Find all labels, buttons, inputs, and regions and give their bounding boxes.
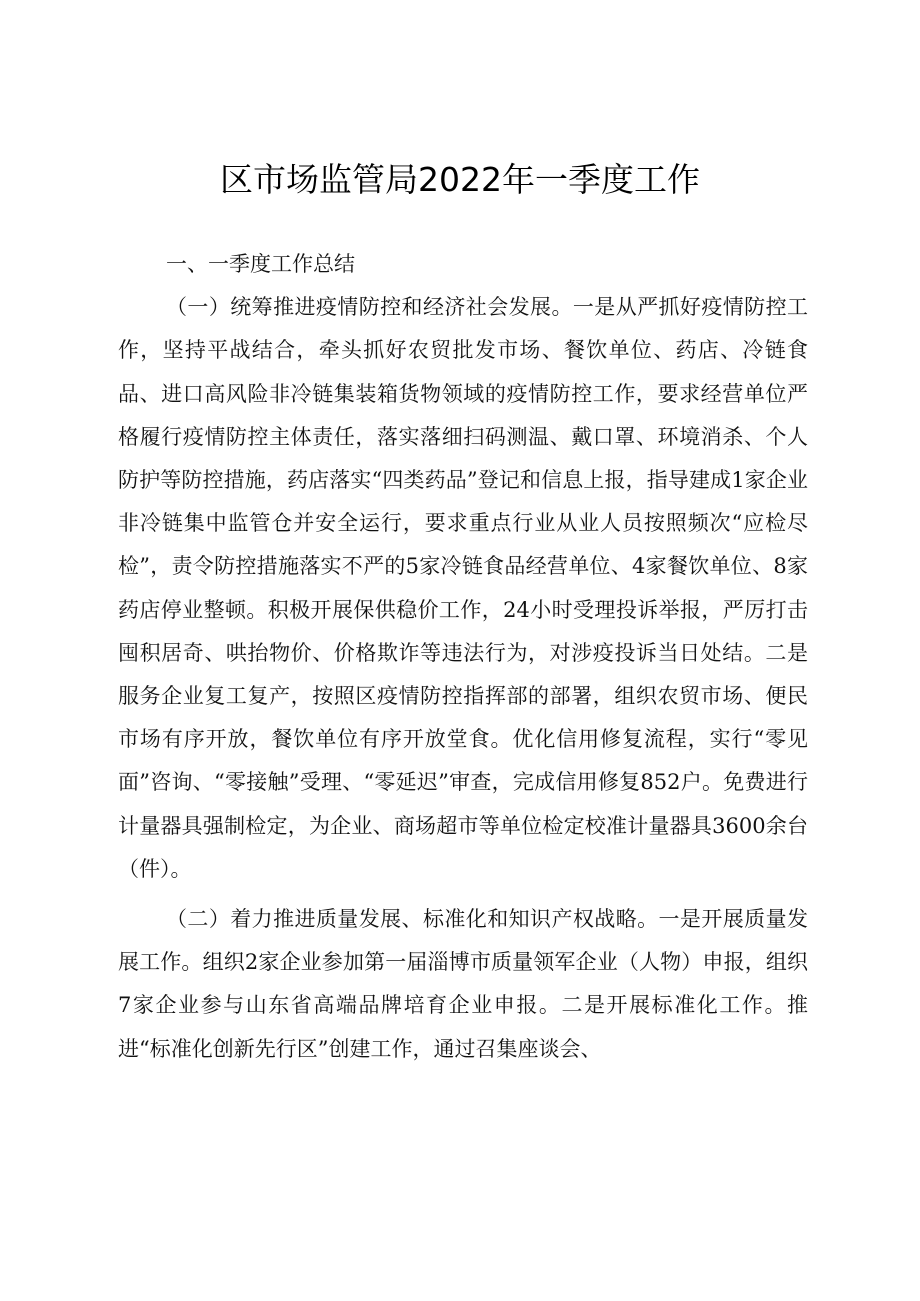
- paragraph-1: （一）统筹推进疫情防控和经济社会发展。一是从严抓好疫情防控工作，坚持平战结合，牵头抓好农贸批发市场、餐饮单位、药店、冷链食品、进口高风险非冷链集装箱货物领域的疫情防控工作，要求经营单位严格履行疫情防控主体责任，落实落细扫码测温、戴口罩、环境消杀、个人防护等防控措施，药店落实“四类药品”登记和信息上报，指导建成1家企业非冷链集中监管仓并安全运行，要求重点行业从业人员按照频次“应检尽检”，责令防控措施落实不严的5家冷链食品经营单位、4家餐饮单位、8家药店停业整顿。积极开展保供稳价工作，24小时受理投诉举报，严厉打击囤积居奇、哄抬物价、价格欺诈等违法行为，对涉疫投诉当日处结。二是服务企业复工复产，按照区疫情防控指挥部的部署，组织农贸市场、便民市场有序开放，餐饮单位有序开放堂食。优化信用修复流程，实行“零见面”咨询、“零接触”受理、“零延迟”审查，完成信用修复852户。免费进行计量器具强制检定，为企业、商场超市等单位检定校准计量器具3600余台（件）。: [118, 295, 808, 881]
- paragraph-2: （二）着力推进质量发展、标准化和知识产权战略。一是开展质量发展工作。组织2家企业参加第一届淄博市质量领军企业（人物）申报，组织7家企业参与山东省高端品牌培育企业申报。二是开展标准化工作。推进“标准化创新先行区”创建工作，通过召集座谈会、: [118, 907, 808, 1061]
- document-body: [118, 243, 808, 1071]
- section-heading: 一、一季度工作总结: [166, 252, 355, 276]
- document-title: 区市场监管局2022年一季度工作: [220, 160, 700, 199]
